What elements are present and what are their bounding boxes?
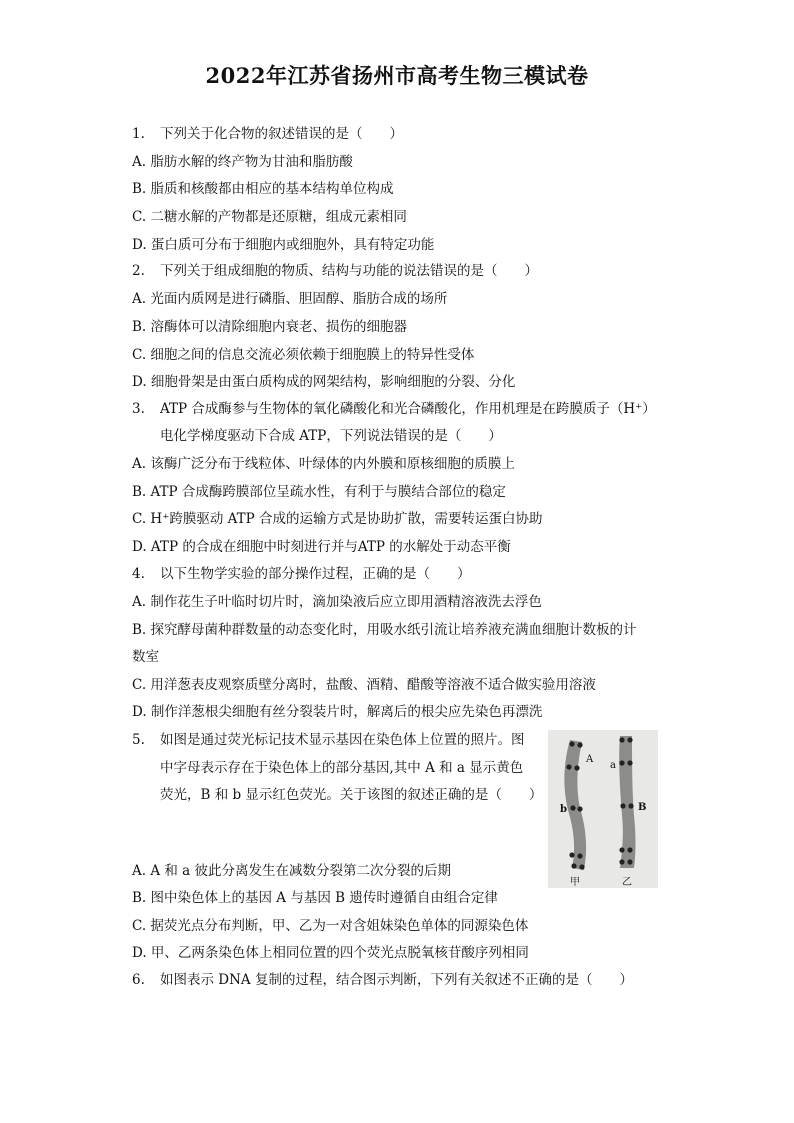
question-text: 下列关于组成细胞的物质、结构与功能的说法错误的是（ ） bbox=[160, 263, 538, 279]
question-4-option-b: B. 探究酵母菌种群数量的动态变化时，用吸水纸引流让培养液充满血细胞计数板的计 bbox=[132, 622, 637, 638]
question-text: ATP 合成酶参与生物体的氧化磷酸化和光合磷酸化，作用机理是在跨膜质子（H⁺） bbox=[160, 401, 656, 417]
question-2-option-c: C. 细胞之间的信息交流必须依赖于细胞膜上的特异性受体 bbox=[132, 347, 475, 363]
fluorescent-dot bbox=[619, 760, 624, 765]
question-4-option-b-continued: 数室 bbox=[132, 649, 159, 665]
fluorescent-dot bbox=[579, 864, 584, 869]
fluorescent-dot bbox=[628, 803, 633, 808]
fluorescent-dot bbox=[627, 737, 632, 742]
question-number: 3. bbox=[132, 401, 145, 417]
fluorescent-dot bbox=[619, 859, 624, 864]
fluorescent-dot bbox=[571, 863, 576, 868]
question-4-stem bbox=[132, 565, 471, 583]
chromosome-label-jia: 甲 bbox=[570, 877, 580, 888]
gene-label-A: A bbox=[586, 754, 594, 765]
question-5-option-d: D. 甲、乙两条染色体上相同位置的四个荧光点脱氧核苷酸序列相同 bbox=[132, 945, 529, 961]
fluorescent-dot bbox=[619, 737, 624, 742]
question-3-stem bbox=[132, 400, 656, 418]
question-number: 5. bbox=[132, 732, 145, 748]
fluorescent-dot bbox=[570, 805, 575, 810]
question-number: 6. bbox=[132, 972, 145, 988]
question-4-option-c: C. 用洋葱表皮观察质壁分离时，盐酸、酒精、醋酸等溶液不适合做实验用溶液 bbox=[132, 677, 596, 693]
fluorescent-dot bbox=[627, 760, 632, 765]
question-4-option-a: A. 制作花生子叶临时切片时，滴加染液后应立即用酒精溶液洗去浮色 bbox=[132, 594, 542, 610]
question-5-stem-continued: 荧光，B 和 b 显示红色荧光。关于该图的叙述正确的是（ ） bbox=[160, 787, 543, 803]
question-4-option-d: D. 制作洋葱根尖细胞有丝分裂装片时，解离后的根尖应先染色再漂洗 bbox=[132, 704, 543, 720]
gene-label-a: a bbox=[610, 760, 616, 771]
question-number: 1. bbox=[132, 126, 145, 142]
fluorescent-dot bbox=[577, 853, 582, 858]
question-3-option-b: B. ATP 合成酶跨膜部位呈疏水性，有利于与膜结合部位的稳定 bbox=[132, 484, 506, 500]
question-3-option-c: C. H⁺跨膜驱动 ATP 合成的运输方式是协助扩散，需要转运蛋白协助 bbox=[132, 511, 543, 527]
question-number: 4. bbox=[132, 566, 145, 582]
question-5-stem bbox=[132, 731, 525, 749]
question-text: 下列关于化合物的叙述错误的是（ ） bbox=[160, 126, 403, 142]
question-1-option-d: D. 蛋白质可分布于细胞内或细胞外，具有特定功能 bbox=[132, 237, 435, 253]
question-2-option-d: D. 细胞骨架是由蛋白质构成的网架结构，影响细胞的分裂、分化 bbox=[132, 374, 516, 390]
fluorescent-dot bbox=[569, 852, 574, 857]
chromosome-fluorescence-figure bbox=[548, 730, 658, 888]
question-text: 以下生物学实验的部分操作过程，正确的是（ ） bbox=[160, 566, 471, 582]
page-title: 2022年江苏省扬州市高考生物三模试卷 bbox=[205, 63, 589, 88]
fluorescent-dot bbox=[619, 847, 624, 852]
gene-label-B: B bbox=[638, 802, 647, 813]
fluorescent-dot bbox=[577, 806, 582, 811]
fluorescent-dot bbox=[569, 741, 574, 746]
question-1-option-b: B. 脂质和核酸都由相应的基本结构单位构成 bbox=[132, 181, 394, 197]
question-2-option-b: B. 溶酶体可以清除细胞内衰老、损伤的细胞器 bbox=[132, 319, 408, 335]
question-number: 2. bbox=[132, 263, 145, 279]
question-5-option-b: B. 图中染色体上的基因 A 与基因 B 遗传时遵循自由组合定律 bbox=[132, 890, 498, 906]
question-3-option-d: D. ATP 的合成在细胞中时刻进行并与ATP 的水解处于动态平衡 bbox=[132, 539, 511, 555]
fluorescent-dot bbox=[577, 742, 582, 747]
question-2-option-a: A. 光面内质网是进行磷脂、胆固醇、脂肪合成的场所 bbox=[132, 291, 448, 307]
question-text: 如图是通过荧光标记技术显示基因在染色体上位置的照片。图 bbox=[160, 732, 525, 748]
question-3-option-a: A. 该酶广泛分布于线粒体、叶绿体的内外膜和原核细胞的质膜上 bbox=[132, 456, 515, 472]
question-6-stem bbox=[132, 971, 633, 989]
chromosome-label-yi: 乙 bbox=[622, 877, 632, 888]
question-5-stem-continued: 中字母表示存在于染色体上的部分基因,其中 A 和 a 显示黄色 bbox=[160, 760, 524, 776]
question-1-option-a: A. 脂肪水解的终产物为甘油和脂肪酸 bbox=[132, 154, 353, 170]
question-5-option-c: C. 据荧光点分布判断，甲、乙为一对含姐妹染色单体的同源染色体 bbox=[132, 918, 529, 934]
question-1-option-c: C. 二糖水解的产物都是还原糖，组成元素相同 bbox=[132, 209, 407, 225]
question-5-option-a: A. A 和 a 彼此分离发生在减数分裂第二次分裂的后期 bbox=[132, 863, 452, 879]
fluorescent-dot bbox=[627, 847, 632, 852]
question-text: 如图表示 DNA 复制的过程，结合图示判断，下列有关叙述不正确的是（ ） bbox=[160, 972, 633, 988]
fluorescent-dot bbox=[620, 803, 625, 808]
gene-label-b: b bbox=[560, 804, 567, 815]
fluorescent-dot bbox=[566, 764, 571, 769]
fluorescent-dot bbox=[627, 859, 632, 864]
question-3-stem-continued: 电化学梯度驱动下合成 ATP，下列说法错误的是（ ） bbox=[160, 428, 502, 444]
question-1-stem bbox=[132, 125, 403, 143]
question-2-stem bbox=[132, 262, 538, 280]
fluorescent-dot bbox=[574, 765, 579, 770]
